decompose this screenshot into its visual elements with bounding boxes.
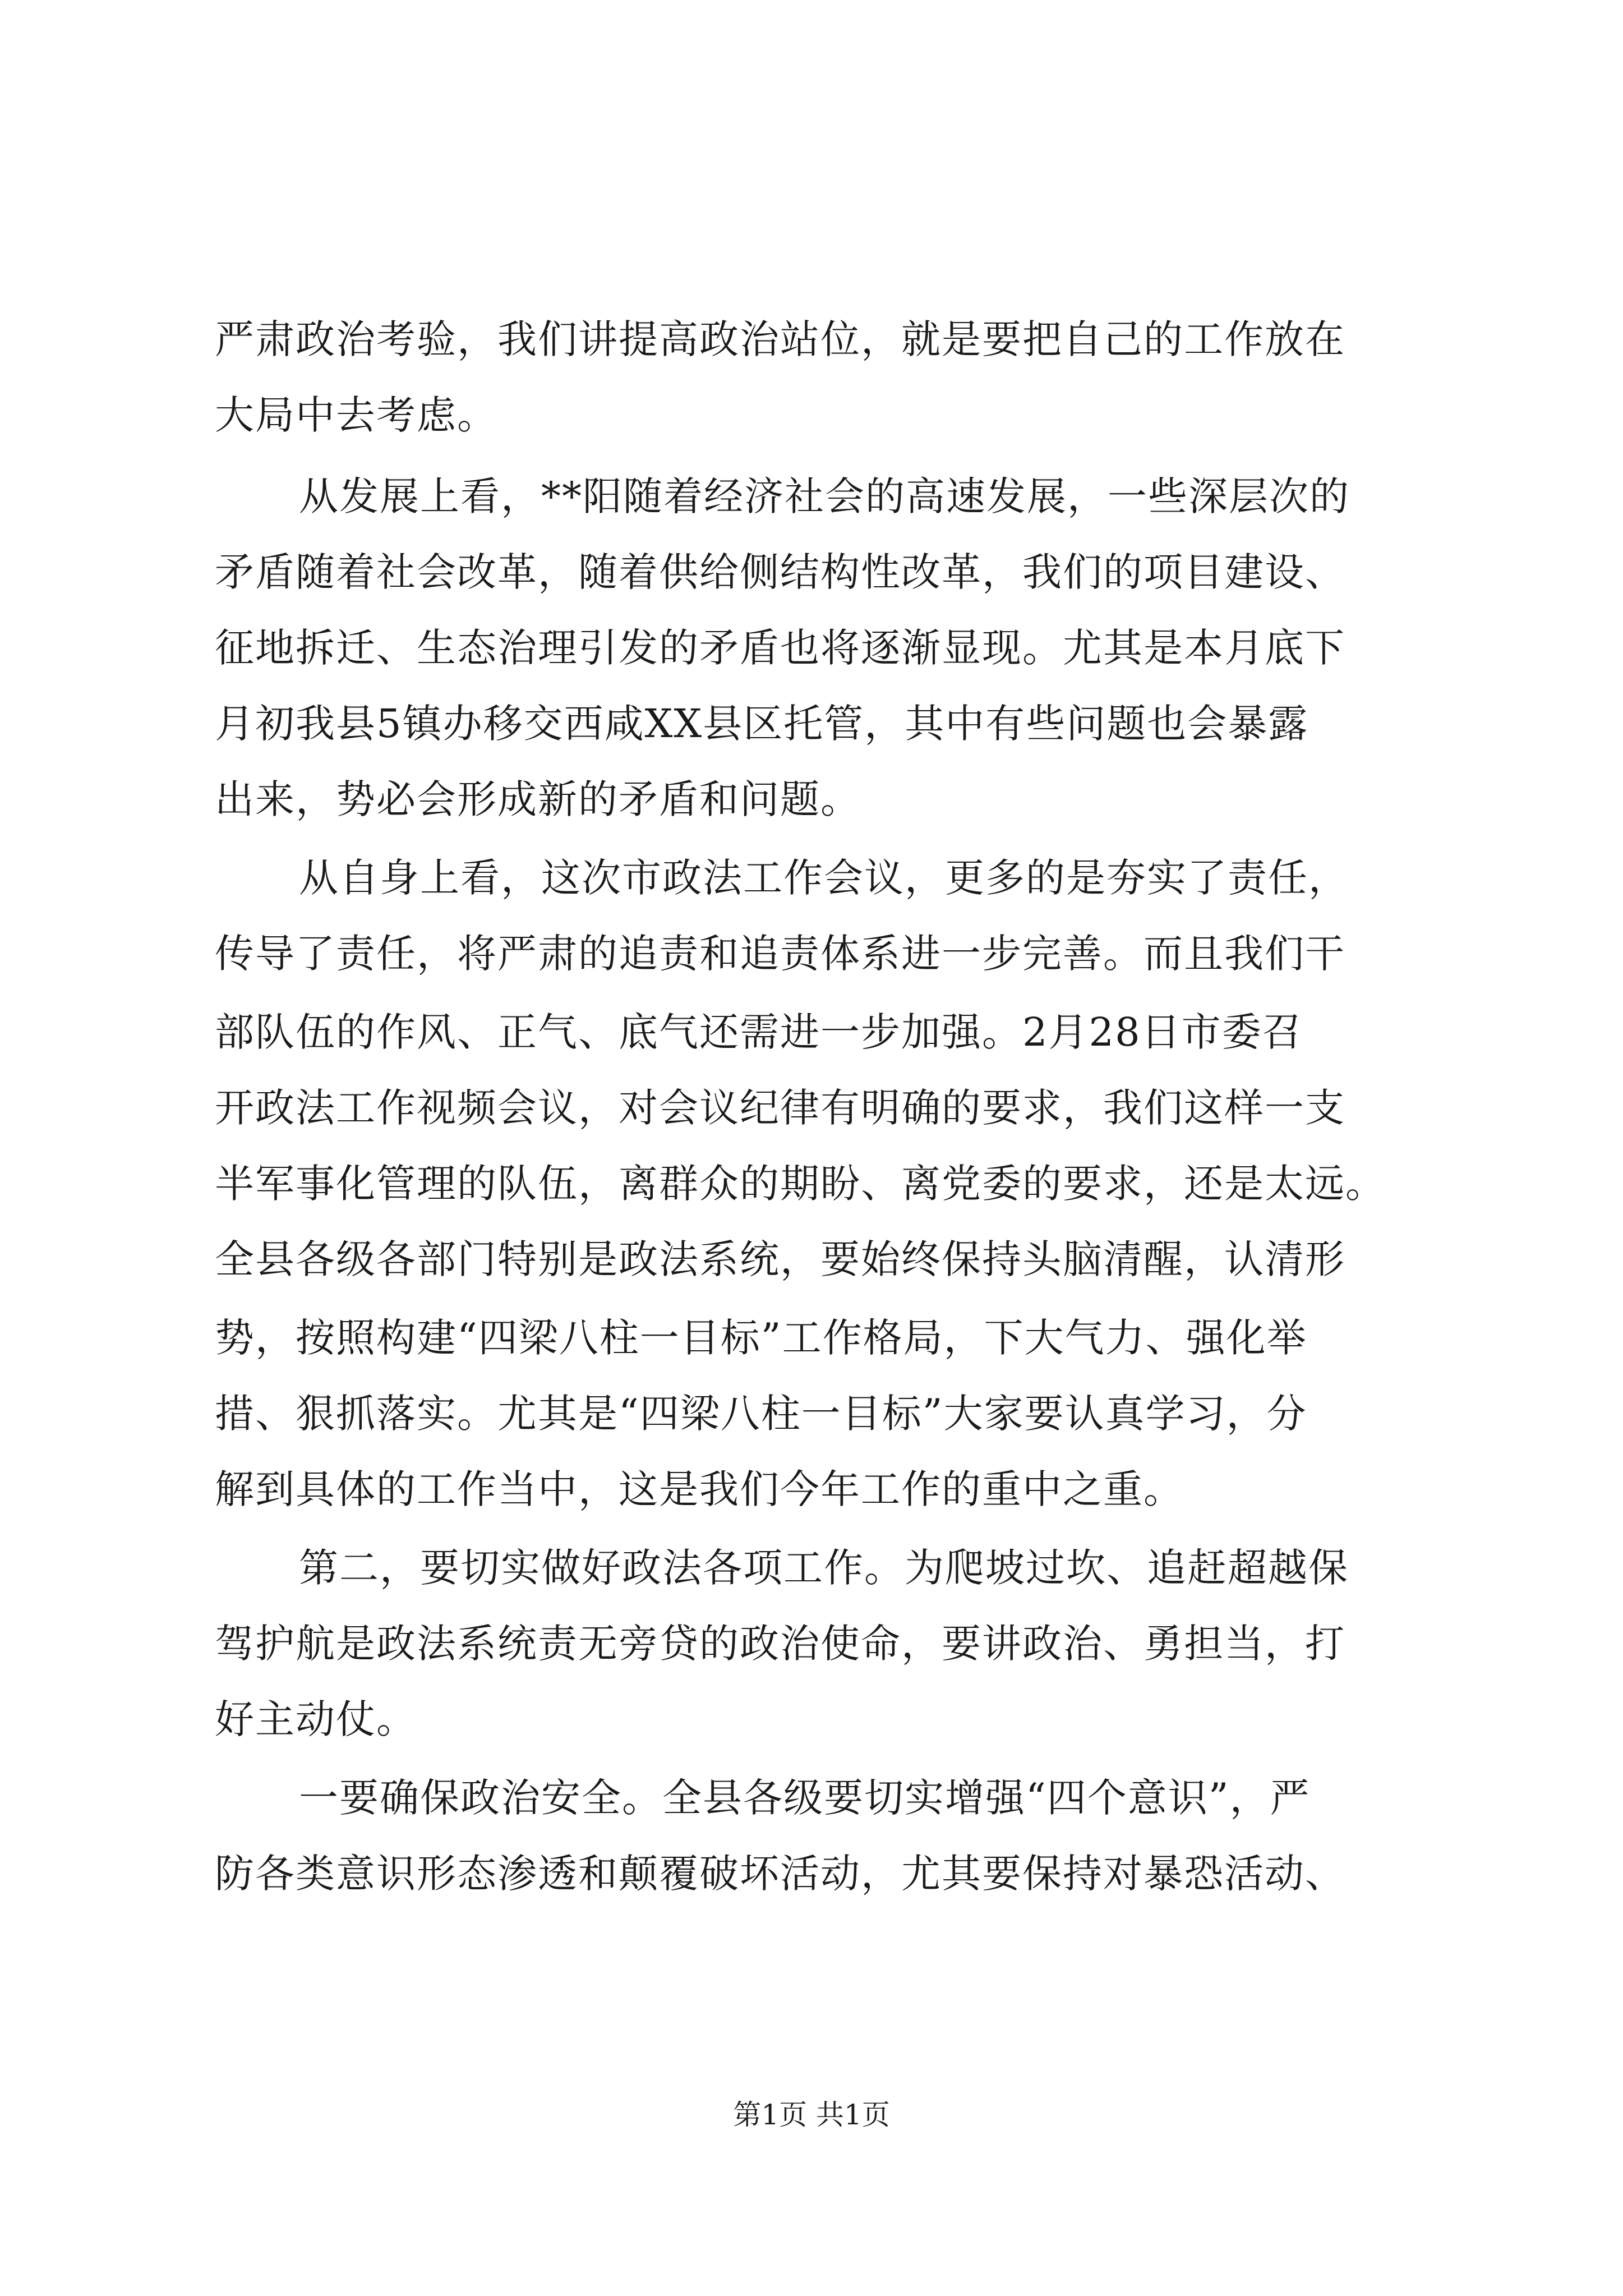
paragraph-start-line: 从发展上看，**阳随着经济社会的高速发展，一些深层次的	[299, 473, 1350, 519]
body-text-line: 全县各级各部门特别是政法系统，要始终保持头脑清醒，认清形	[215, 1236, 1345, 1282]
body-text-line: 严肃政治考验，我们讲提高政治站位，就是要把自己的工作放在	[215, 316, 1345, 362]
body-text-line: 势，按照构建“四梁八柱一目标”工作格局，下大气力、强化举	[215, 1315, 1307, 1361]
body-text-line: 驾护航是政法系统责无旁贷的政治使命，要讲政治、勇担当，打	[215, 1621, 1345, 1667]
paragraph-start-line: 从自身上看，这次市政法工作会议，更多的是夯实了责任，	[299, 855, 1349, 901]
body-text-line: 部队伍的作风、正气、底气还需进一步加强。2月28日市委召	[215, 1009, 1303, 1055]
page-number-footer: 第1页 共1页	[733, 2099, 890, 2131]
body-text-line: 传导了责任，将严肃的追责和追责体系进一步完善。而且我们干	[215, 931, 1345, 977]
body-text-line: 大局中去考虑。	[215, 392, 497, 438]
body-text-line: 半军事化管理的队伍，离群众的期盼、离党委的要求，还是太远。	[215, 1161, 1386, 1207]
body-text-line: 矛盾随着社会改革，随着供给侧结构性改革，我们的项目建设、	[215, 549, 1345, 595]
body-text-line: 防各类意识形态渗透和颠覆破坏活动，尤其要保持对暴恐活动、	[215, 1851, 1345, 1897]
body-text-line: 开政法工作视频会议，对会议纪律有明确的要求，我们这样一支	[215, 1085, 1345, 1131]
body-text-line: 解到具体的工作当中，这是我们今年工作的重中之重。	[215, 1466, 1184, 1512]
body-text-line: 措、狠抓落实。尤其是“四梁八柱一目标”大家要认真学习，分	[215, 1391, 1307, 1437]
body-text-line: 月初我县5镇办移交西咸XX县区托管，其中有些问题也会暴露	[215, 701, 1309, 747]
body-text-line: 出来，势必会形成新的矛盾和问题。	[215, 776, 861, 822]
paragraph-start-line: 第二，要切实做好政法各项工作。为爬坡过坎、追赶超越保	[299, 1545, 1349, 1591]
body-text-line: 征地拆迁、生态治理引发的矛盾也将逐渐显现。尤其是本月底下	[215, 625, 1345, 671]
body-text-line: 好主动仗。	[215, 1696, 417, 1742]
paragraph-start-line: 一要确保政治安全。全县各级要切实增强“四个意识”，严	[299, 1775, 1311, 1821]
